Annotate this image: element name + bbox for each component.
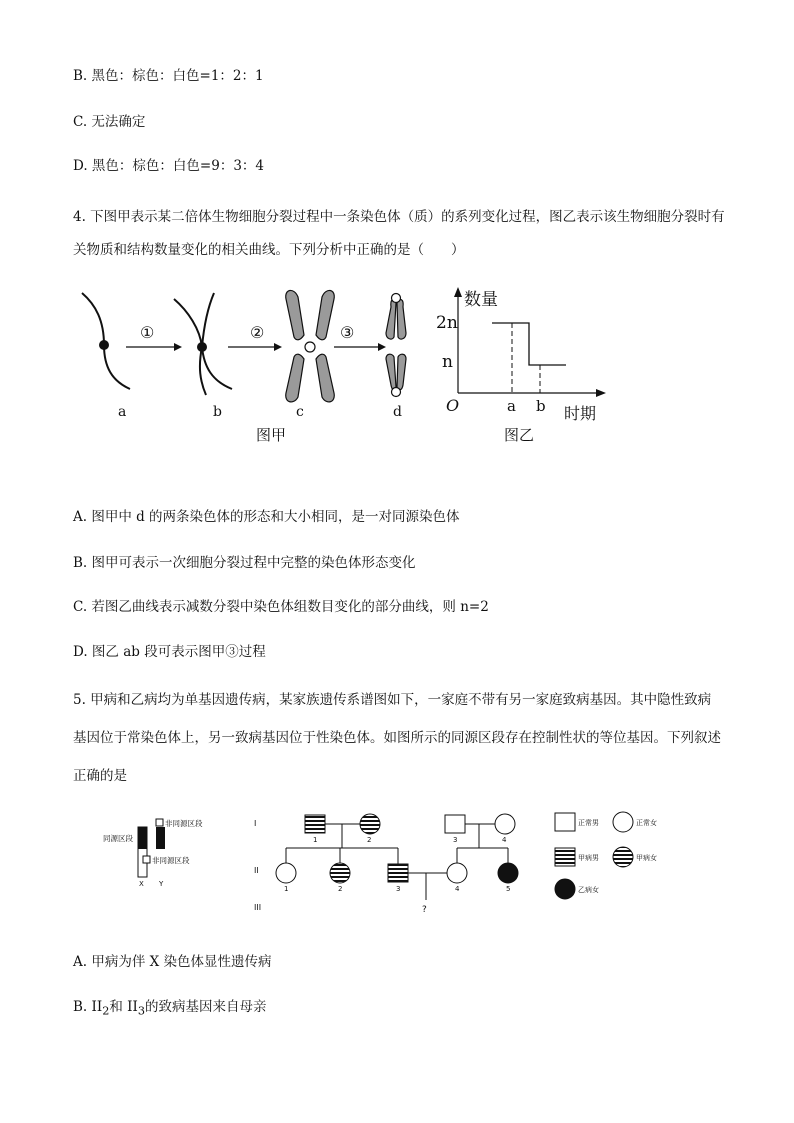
q4-option-a: A. 图甲中 d 的两条染色体的形态和大小相同，是一对同源染色体 [73,509,460,525]
svg-text:4: 4 [455,885,460,893]
svg-text:5: 5 [506,885,511,893]
legend-jia-male-symbol [555,848,575,866]
xtick-a: a [507,397,516,415]
chromosome-b [174,293,232,395]
arrow-step-1 [126,323,182,351]
svg-text:3: 3 [396,885,401,893]
I-4-normal-female [495,814,515,834]
svg-text:甲病男: 甲病男 [578,854,599,862]
chromosome-a [82,293,130,389]
xy-diagram [100,812,230,892]
chromosome-d [386,294,406,397]
pedigree [250,808,540,920]
ytick-n: n [442,352,453,372]
svg-text:正常女: 正常女 [636,819,657,827]
svg-text:2: 2 [367,836,372,844]
label-homologous: 同源区段 [103,834,133,843]
q5-option-a: A. 甲病为伴 X 染色体显性遗传病 [73,954,272,970]
legend-normal-male-symbol [555,813,575,831]
x-label: 时期 [564,404,597,423]
label-nonhomologous-top: 非同源区段 [165,819,203,828]
legend-yi-female-symbol [555,879,575,899]
svg-text:4: 4 [502,836,507,844]
II-3-affected-male [388,864,408,882]
svg-text:1: 1 [284,885,289,893]
svg-text:②: ② [250,323,265,342]
xtick-b: b [536,397,546,415]
q4-option-b: B. 图甲可表示一次细胞分裂过程中完整的染色体形态变化 [73,555,416,571]
svg-text:正常男: 正常男 [578,819,599,827]
label-nonhomologous-bottom: 非同源区段 [152,856,190,865]
caption-yi: 图乙 [504,426,535,444]
gen-I: I [254,819,257,828]
curve [492,323,566,365]
arrow-step-2 [228,323,282,351]
label-d: d [393,404,402,420]
svg-text:乙病女: 乙病女 [578,886,599,894]
caption-jia: 图甲 [256,426,287,444]
gen-III: III [254,903,262,912]
q5-option-b: B. $II_2$和 $II_3$的致病基因来自母亲 [73,999,267,1018]
label-c: c [296,404,304,420]
q4-option-d: D. 图乙 ab 段可表示图甲③过程 [73,644,266,660]
II-1-normal-female [276,863,296,883]
I-1-affected-male [305,815,325,833]
svg-text:1: 1 [313,836,318,844]
svg-text:3: 3 [453,836,458,844]
unknown-offspring: ? [422,905,427,915]
figure-yi [430,285,610,450]
origin-label: O [446,396,460,415]
y-label: 数量 [464,290,498,310]
q4-stem: 4. 下图甲表示某二倍体生物细胞分裂过程中一条染色体（质）的系列变化过程，图乙表示该生物细胞分裂时有关物质和结构数量变化的相关曲线。下列分析中正确的是（ ） [73,209,725,258]
legend-jia-female-symbol [613,847,633,867]
q3-option-d: D. 黑色：棕色：白色=9：3：4 [73,158,265,174]
II-2-affected-female [330,863,350,883]
label-x: X [139,880,144,888]
II-4-normal-female [447,863,467,883]
label-b: b [213,404,222,420]
q3-option-c: C. 无法确定 [73,114,146,130]
I-2-affected-female [360,814,380,834]
nonhomologous-top-swatch [156,819,163,826]
q3-option-b: B. 黑色：棕色：白色=1：2：1 [73,68,264,84]
gen-II: II [254,866,259,875]
q5-stem: 5. 甲病和乙病均为单基因遗传病，某家族遗传系谱图如下，一家庭不带有另一家庭致病基因。其中隐性致病基因位于常染色体上，另一致病基因位于性染色体。如图所示的同源区段存在控制性状的等位基因。下列叙述正确的是 [73,692,721,784]
ytick-2n: 2n [436,313,458,333]
legend-normal-female-symbol [613,812,633,832]
q4-option-c: C. 若图乙曲线表示减数分裂中染色体组数目变化的部分曲线，则 n=2 [73,599,489,615]
y-chromosome [156,827,165,849]
I-3-normal-male [445,815,465,833]
svg-text:①: ① [140,323,155,342]
arrow-step-3 [334,323,386,351]
figure-jia [60,285,420,450]
chromosome-c [286,290,335,402]
svg-text:③: ③ [340,323,355,342]
label-a: a [118,404,127,420]
II-5-yi-affected-female [498,863,518,883]
svg-text:2: 2 [338,885,343,893]
label-y: Y [159,880,164,888]
pedigree-legend [550,810,700,905]
svg-text:甲病女: 甲病女 [636,854,657,862]
